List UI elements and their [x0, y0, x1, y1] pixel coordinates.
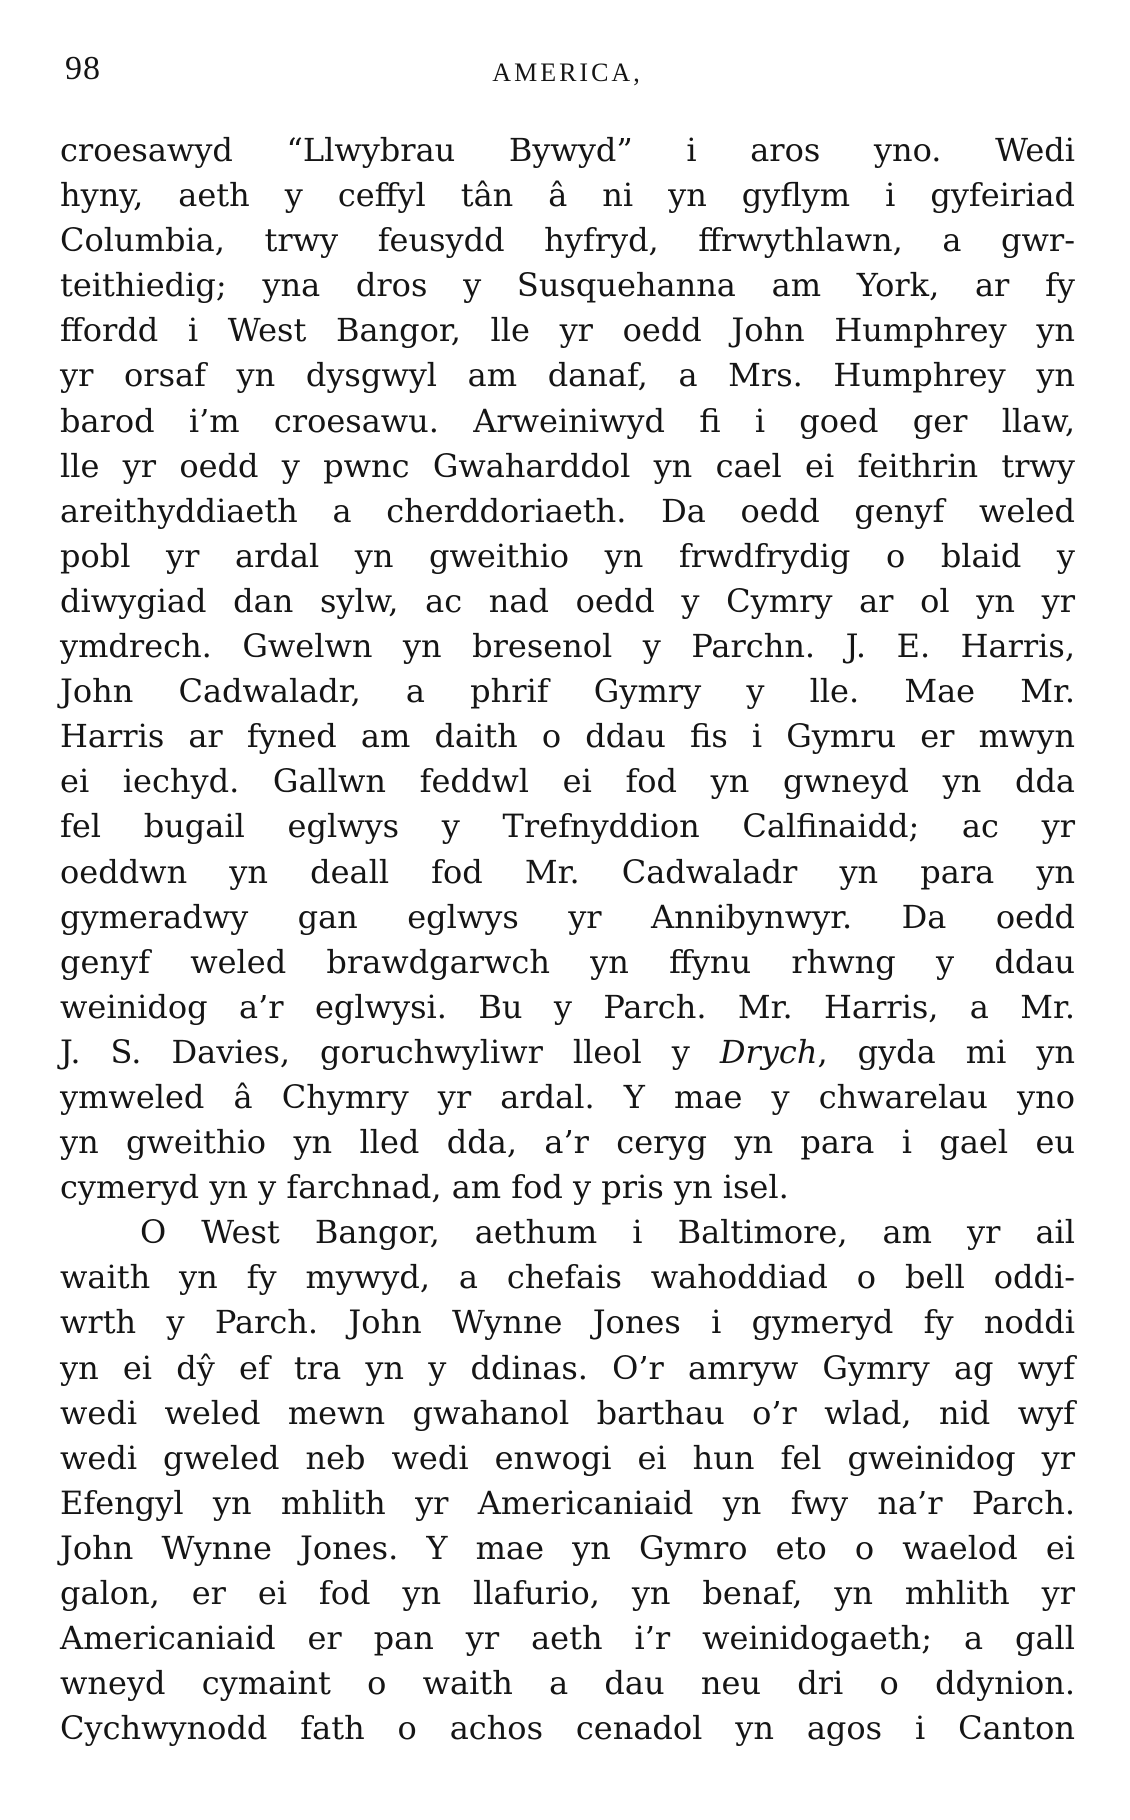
- running-head: AMERICA,: [492, 58, 643, 87]
- paragraph-1: [60, 128, 1075, 1210]
- text-line: hyny, aeth y ceffyl tân â ni yn gyflym i gyfeiriad: [60, 176, 1075, 215]
- text-line: diwygiad dan sylw, ac nad oedd y Cymry ar ol yn yr: [60, 581, 1075, 620]
- text-line: weinidog a’r eglwysi. Bu y Parch. Mr. Harris, a Mr.: [60, 987, 1075, 1026]
- text-line-mixed: [60, 1030, 1075, 1075]
- paragraph-2: [60, 1210, 1075, 1751]
- text-line: gymeradwy gan eglwys yr Annibynwyr. Da oedd: [60, 897, 1075, 936]
- text-line: yn ei dŷ ef tra yn y ddinas. O’r amryw Gymry ag wyf: [60, 1348, 1075, 1387]
- text-line: croesawyd “Llwybrau Bywyd” i aros yno. Wedi: [60, 131, 1075, 169]
- text-line: genyf weled brawdgarwch yn ffynu rhwng y ddau: [60, 942, 1075, 981]
- text-line: waith yn fy mywyd, a chefais wahoddiad o bell oddi-: [60, 1258, 1075, 1297]
- text-line: Americaniaid er pan yr aeth i’r weinidogaeth; a gall: [60, 1619, 1075, 1658]
- text-line: ffordd i West Bangor, lle yr oedd John Humphrey yn: [60, 311, 1075, 350]
- text-line: barod i’m croesawu. Arweiniwyd fi i goed ger llaw,: [60, 401, 1075, 440]
- text-line: ymdrech. Gwelwn yn bresenol y Parchn. J. E. Harris,: [60, 627, 1075, 666]
- text-line: galon, er ei fod yn llafurio, yn benaf, yn mhlith yr: [60, 1574, 1075, 1612]
- text-line: Columbia, trwy feusydd hyfryd, ffrwythlawn, a gwr-: [60, 221, 1075, 260]
- text-line: fel bugail eglwys y Trefnyddion Calfinaidd; ac yr: [60, 807, 1075, 846]
- text-line: teithiedig; yna dros y Susquehanna am York, ar fy: [60, 266, 1075, 305]
- text-line: ymweled â Chymry yr ardal. Y mae y chwarelau yno: [60, 1077, 1075, 1116]
- text-line: O West Bangor, aethum i Baltimore, am yr ail: [140, 1213, 1075, 1252]
- text-line: pobl yr ardal yn gweithio yn frwdfrydig o blaid y: [60, 536, 1075, 575]
- text-line: wneyd cymaint o waith a dau neu dri o ddynion.: [60, 1664, 1075, 1703]
- text-line: ei iechyd. Gallwn feddwl ei fod yn gwneyd yn dda: [60, 762, 1075, 801]
- page-header: [65, 50, 1070, 94]
- text-line: wrth y Parch. John Wynne Jones i gymeryd fy noddi: [60, 1303, 1075, 1342]
- text-line: John Wynne Jones. Y mae yn Gymro eto o waelod ei: [60, 1528, 1075, 1567]
- text-line: John Cadwaladr, a phrif Gymry y lle. Mae Mr.: [60, 672, 1075, 711]
- newspaper-title: Drych: [719, 1032, 818, 1071]
- text-line: yn gweithio yn lled dda, a’r ceryg yn para i gael eu: [60, 1123, 1075, 1162]
- text-line: wedi gweled neb wedi enwogi ei hun fel gweinidog yr: [60, 1438, 1075, 1477]
- page-number: 98: [65, 50, 101, 87]
- text-line: Harris ar fyned am daith o ddau fis i Gymru er mwyn: [60, 717, 1075, 756]
- text-line: yr orsaf yn dysgwyl am danaf, a Mrs. Humphrey yn: [60, 356, 1075, 395]
- text-run: J. S. Davies, goruchwyliwr lleol y: [60, 1032, 720, 1071]
- text-line: wedi weled mewn gwahanol barthau o’r wlad, nid wyf: [60, 1393, 1075, 1432]
- body-text: [60, 128, 1075, 1751]
- text-line: cymeryd yn y farchnad, am fod y pris yn isel.: [60, 1168, 789, 1207]
- text-line: areithyddiaeth a cherddoriaeth. Da oedd genyf weled: [60, 491, 1075, 530]
- text-line: Efengyl yn mhlith yr Americaniaid yn fwy na’r Parch.: [60, 1483, 1075, 1522]
- text-line: oeddwn yn deall fod Mr. Cadwaladr yn para yn: [60, 852, 1075, 891]
- text-line: lle yr oedd y pwnc Gwaharddol yn cael ei feithrin trwy: [60, 446, 1075, 485]
- text-run: , gyda mi yn: [817, 1032, 1076, 1071]
- text-line: Cychwynodd fath o achos cenadol yn agos i Canton: [60, 1709, 1075, 1748]
